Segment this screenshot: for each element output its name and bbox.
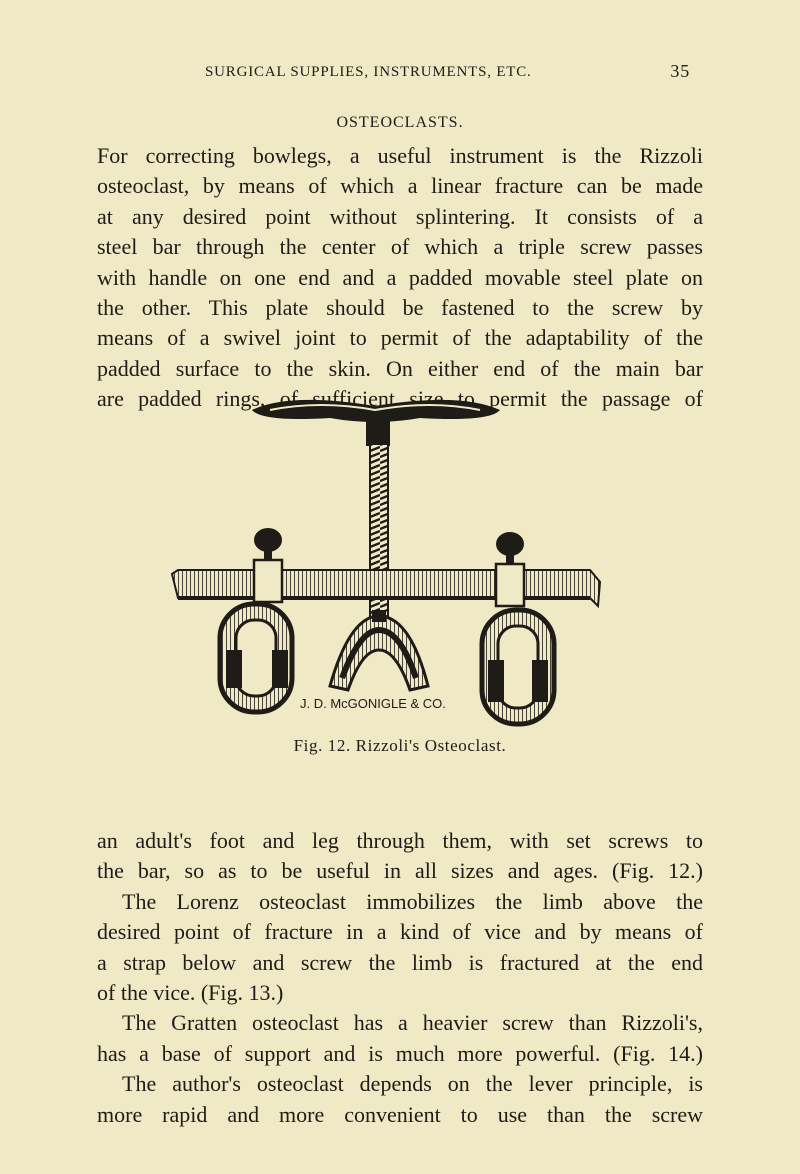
osteoclast-illustration xyxy=(170,398,610,738)
text-line: The Lorenz osteoclast immobilizes the limb above the xyxy=(122,888,703,914)
figure-caption: Fig. 12. Rizzoli's Osteoclast. xyxy=(293,736,507,755)
padded-ring-right xyxy=(482,610,554,724)
text-line: padded surface to the skin. On either end of the main bar xyxy=(97,355,703,381)
text-line: the bar, so as to be useful in all sizes and ages. (Fig. 12.) xyxy=(97,858,703,884)
text-line: the other. This plate should be fastened to the screw by xyxy=(97,295,703,321)
section-title: OSTEOCLASTS. xyxy=(336,114,464,131)
t-handle xyxy=(252,400,500,446)
maker-mark: J. D. McGONIGLE & CO. xyxy=(300,696,446,711)
text-line: The author's osteoclast depends on the lever principle, is xyxy=(122,1071,703,1097)
central-screw xyxy=(370,444,388,634)
text-line: steel bar through the center of which a triple screw passes xyxy=(97,234,703,260)
text-line: a strap below and screw the limb is fractured at the end xyxy=(97,949,703,975)
page-number: 35 xyxy=(670,61,690,81)
text-line: means of a swivel joint to permit of the adaptability of the xyxy=(97,325,703,351)
text-line: more rapid and more convenient to use than the screw xyxy=(97,1101,703,1127)
text-line: of the vice. (Fig. 13.) xyxy=(97,980,284,1006)
running-head-title: SURGICAL SUPPLIES, INSTRUMENTS, ETC. xyxy=(205,64,532,80)
text-line: with handle on one end and a padded movable steel plate on xyxy=(97,264,703,290)
text-line: are padded rings, of sufficient size to permit the passage of xyxy=(97,386,703,412)
text-line: desired point of fracture in a kind of vice and by means of xyxy=(97,919,703,945)
paragraph-2 xyxy=(97,826,703,1130)
text-line: The Gratten osteoclast has a heavier screw than Rizzoli's, xyxy=(122,1010,703,1036)
padded-ring-left xyxy=(220,604,292,712)
padded-plate xyxy=(330,610,428,690)
text-line: at any desired point without splintering. It consists of a xyxy=(97,203,703,229)
paragraph-1 xyxy=(97,141,703,415)
text-line: For correcting bowlegs, a useful instrument is the Rizzoli xyxy=(97,143,703,168)
text-line: has a base of support and is much more powerful. (Fig. 14.) xyxy=(97,1040,703,1066)
set-screw-left xyxy=(254,528,282,602)
text-line: an adult's foot and leg through them, with set screws to xyxy=(97,828,703,853)
set-screw-right xyxy=(496,532,524,606)
text-line: osteoclast, by means of which a linear fracture can be made xyxy=(97,173,703,199)
